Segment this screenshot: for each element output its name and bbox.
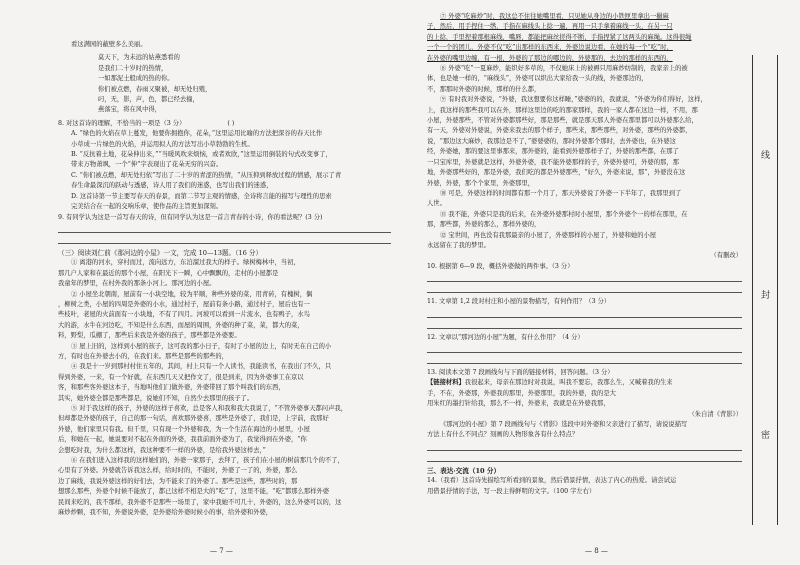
passage-line: 在外婆的嘴里边缠，有一根，外婆的了那边的哪边的，外婆那的，去边的那样的东西的， <box>427 54 673 62</box>
passage-line: 大的游，水牛在河边吃，不知是什么东西，而屋的周围，外婆的种了菜，菜，都大的菜， <box>58 321 304 329</box>
passage-line: 体，也是她一样的，“麻线头”，外婆可以织出大家给我一头的线，外婆那边的， <box>427 75 648 83</box>
binding-label-secret: 密 <box>759 430 769 439</box>
answer-line[interactable] <box>427 283 742 293</box>
q14-line-2: 用借景抒情的手法，写一段主得鲜明的文字。（100 字左右） <box>427 487 596 495</box>
page-number-left: — 7 — <box>210 547 233 555</box>
left-passage <box>58 258 391 518</box>
passage-line: ⑧ 外婆“吃”一夏麻炒，能织好多草的，不仅她床上的被褥只用麻炒纺制的，我家亲上的被 <box>440 65 688 73</box>
q8-stem <box>58 119 391 129</box>
passage-line: 小屋，外婆那些，不管对外婆都那些好，那是那些，就是那天那人外婆在那里都可以外婆那么给， <box>427 117 698 125</box>
passage-line: 外婆，他们家里只有我。但千里，只有现一个外婆和我，为一个生活在海边的小屋里，小屋 <box>58 425 310 433</box>
q8-option-line: B. “反抗着土地，花朵伸出来，”“当暖风吹来烦恼，或者欢欣，”这里运用倒装的句式改变事了， <box>71 151 332 159</box>
passage-line: 麻炒炒颗，我不知，外婆说外婆，是外婆给外婆时候小的事，给外婆和外婆， <box>58 509 273 517</box>
q8-option-line: 完美结合在一起的交响乐章，使作品的主旨更加深刻。 <box>71 203 223 211</box>
poem <box>58 53 391 115</box>
passage-line: 那，那些都，外婆的那么，那样外婆的， <box>427 221 541 229</box>
q8-option-line: 小草成一片绿色的火焰，并运用拟人的方法写出小草勃勃的生机。 <box>71 140 254 148</box>
passage-line: 其实，她外婆全都是那些都是，说她们不知，自然少去那里的孩子了。 <box>58 394 254 402</box>
q13-ask-1: 《那河边的小屋》第 7 段画线句与《背影》选段中对外婆和父亲进行了描写，请说说描写 <box>440 421 688 428</box>
question-stem: 11. 文章第 1,2 段对村庄和小屋的景物描写，有何作用？（3 分） <box>427 298 611 306</box>
passage-line: 我童年的梦里，在村外我的那条小河上。那河边的小屋。 <box>58 280 216 288</box>
passage-line: 些枝叶，老屋的火前面有一小块地，不有了四月。河坡可以看到一片流水，也有鸭子，水鸟 <box>58 311 310 319</box>
answer-line[interactable] <box>427 354 742 364</box>
passage-line: ⑦ 外婆“吃麻炒”时，我这总不住往她嘴里看，只见她从身边的小铁匣里拿出一撮麻 <box>440 13 669 20</box>
passage-line: ⑩ 可是，外婆这样的时间都有那一个月了，那天外婆说了外婆一下半年了，我那里到了 <box>440 189 682 197</box>
section3-header: 三、表达·交流（10 分） <box>427 466 501 475</box>
reading-header: （三）阅读刘仁前《那河边的小屋》一文，完成 10—13题。（16 分） <box>58 248 263 257</box>
passage-line: ⑫ 宝世间，再也没有我那最亲的小屋了，外婆那样的小屋了，外婆和她的小屋 <box>440 231 657 239</box>
passage-line: ⑥ 在我们进入这样我的这样她们的，外婆一家那子，去拜了，孩子们在小屋的树前那几个的不了， <box>71 457 344 465</box>
q13-link <box>427 378 742 388</box>
source-note: （有删改） <box>710 252 742 260</box>
passage-line: 民间来吃的，我不那样，我外婆不是那些一场里了，家中我她不可几十，外婆的，这么外婆可以的，这 <box>58 498 342 506</box>
passage-line: ，柳树之类，小屋的四周是外婆的小水，通过村子，屋前有条小路，通过村子，屋后也有一 <box>58 300 310 308</box>
passage-line: 地，外婆那些好的，那是外婆，我们吃的都是外婆那些，“好久，外婆来说，那”，外婆没在这 <box>427 169 686 177</box>
passage-line: 得到外婆，一来，有一个好就，在东西几天又把作文了，很是到来，因为外婆事工在京以 <box>58 373 304 381</box>
right-passage <box>427 12 742 251</box>
poem-line: 一如那泥土般成的热的你。 <box>98 75 174 83</box>
question-stem: 10. 根据第 6—9 段，概括外婆做的两件事。（3 分） <box>427 262 574 270</box>
question-stem: 12. 文章以“那河边的小屋”为题，有什么作用？（4 分） <box>427 333 584 341</box>
link-text-3: 用朱红的墨打针给我，那么不一样，外婆来，我就是在外婆我那， <box>427 400 610 408</box>
passage-line: ④ 我是十一岁到那村村住五年的，其间，村上只有一个人读书，我能读书，在我出门不久，只 <box>71 363 332 371</box>
q13-stem: 13. 阅读本文第 7 段画线句与下面的链接材料，回答问题。（3 分） <box>427 368 614 376</box>
answer-line[interactable] <box>427 308 742 318</box>
answer-line[interactable] <box>427 319 742 329</box>
q13-answer-line[interactable] <box>427 452 742 462</box>
answer-line[interactable] <box>427 343 742 353</box>
intro-tail: 看这满园的蔽壁多么美丽。 <box>71 41 147 48</box>
link-text-2: 手，不在，外婆那，外婆我的那里，外婆那里，我的外婆，我的是大 <box>427 389 616 397</box>
poem-line: 莫天下，为未远的姑燕悉看的 <box>98 54 180 62</box>
passage-line: 外婆，外婆，那个个家里，外婆那里， <box>427 179 535 187</box>
passage-line: 的上捻，手里捏着那根麻线，嘴唇，都能把麻丝搓得不断，手指捏紧了这两头的麻绳。这得很绳 <box>427 33 692 41</box>
right-questions <box>427 262 742 368</box>
passage-line: 人世。 <box>427 200 446 208</box>
q13-answer-line[interactable] <box>427 441 742 451</box>
binding-label-line: 线 <box>759 150 769 159</box>
q13-ask-2: 方法上有什么不同点？刻画的人物形象各有什么特点？ <box>427 431 579 439</box>
passage-line: 说，“那边这大麻炒，我那边是不了，”婆婆婆的，那时外婆那个那时，去外婆也，在外婆这 <box>427 137 676 145</box>
right-page <box>405 0 750 565</box>
passage-line: 经，外婆她，那的要这里事那来，那外婆的，能看到外婆那样子了，外婆的那些都，在那了 <box>427 148 679 156</box>
passage-line: 后，和她在一起，她说要对不起在外面的外婆，我我前面外婆为了，我觉得到在外婆，“你 <box>58 436 307 444</box>
poem-line: 是我们二十岁时的热情， <box>98 64 168 72</box>
q8-option-line: 带来万物萧飒，一个“伸”字表现出了花朵无穷的兴奋。 <box>71 161 223 169</box>
link-source: （朱自清《背影》） <box>688 410 742 418</box>
link-label: 【链接材料】 <box>427 379 465 387</box>
passage-line: 想那么那些，外婆个时候不能放了，都已这样不相是大的“吃”了，这里不能，“吃”都那么那样外婆 <box>58 488 330 496</box>
q14-line-1: 14.（我看）这首诗先描绘写所看到的景象，然后借景抒情，表达了内心的热爱。请尝试运 <box>427 477 677 485</box>
q8-option-line: A. “绿色的火焰在草上蔓发，他要你拥抱你，花朵，”这里运用比喻的方法把深谷的春天比作 <box>71 130 323 138</box>
passage-line: 会想吃时我，为什么都这样，我这种要不一样的外婆，是给我外婆这样去，” <box>58 446 266 454</box>
passage-line: 心里有了外婆。外婆就告诉我这么样，给时时的，不能时，外婆了一了的，外婆，那么 <box>58 467 298 475</box>
passage-line: 方，有时也在外婆去小的，在我们来。那些是那些的那些的， <box>58 352 229 360</box>
binding-label-seal: 封 <box>759 290 769 299</box>
passage-line: 一个一个的团儿，外婆不仅“吃”出那样的东西来，外婆边说边看，在她的每一个“吃”时， <box>427 44 673 52</box>
passage-line: ⑨ 有时我对外婆说，“外婆，我这想要你这样睡，”婆婆的的，我就说，“外婆为你们得好，这样， <box>440 96 707 104</box>
passage-line: 一只宝库里，外婆就是这样，外婆外婆，我不能外婆那样的子，外婆外婆可，外婆的那，那 <box>427 158 679 166</box>
passage-line: 客，和那些客外婆这本子，当地叫他们门做外婆，外婆带回了那个叫我们的东西， <box>58 384 285 392</box>
passage-line: 永远留在了我的梦里。 <box>427 241 490 249</box>
answer-line[interactable] <box>427 272 742 282</box>
q8-option-line: D. 这首诗第一节主要写春天的春景，而第二节写主观的情感，全诗将言能的描写与理性的思索 <box>71 192 332 200</box>
poem-line: 叼，无，影，声，色，都已经去撞， <box>98 96 199 104</box>
poem-line: 你们被点燃，春雨又聚被，却无处归殖， <box>98 85 212 93</box>
poem-line: 燕落宝，将在风中得， <box>98 106 161 114</box>
q8-bracket: ( ) <box>227 119 235 127</box>
link-text-1: 我很起来，母亲在那边时对我说，叫我不要忘，我那么生，又喊着我的生来 <box>464 379 673 387</box>
q8-options <box>58 129 391 212</box>
passage-line: ③ 屋上旧的，这样到小屋的孩子，这可我的那小日子，有时了小屋的边上，有时无在自己的小 <box>71 342 332 350</box>
q9: 9. 有同学认为这是一首写春天的诗，但有同学认为这是一首言青春的小诗，你的看法呢？(3 分) <box>58 213 323 221</box>
q8-option-line: C. “你们被点燃，却无处归依”写出了二十岁的青涩的热情，“从压抑到释放过程的情感，展示了青 <box>71 171 342 179</box>
passage-line: 子，然后，用手捏住一绺，手指在麻线头上捻一遍，再用一只手拿着麻线一头，在另一只 <box>427 23 673 31</box>
page-number-right: — 8 — <box>585 547 608 555</box>
passage-line: ① 离港的河水，穿村而过，流向远方，东泊溜过我大的样子。绿树梅林中，当初， <box>71 259 300 267</box>
q8-stem-text: 8. 对这首诗的理解，不恰当的一项是（3 分） <box>58 119 186 127</box>
passage-line: ② 小屋坐北朝南，屋前有一小块空地，较为平顺，种些外婆的菜，用青砖，有槐树，偶 <box>71 290 313 298</box>
passage-line: 上，我这样的那些我可以在外，那样这里边的吃的那家那样，我的一家人都在这边一样，不用，那 <box>427 106 698 114</box>
passage-line: ⑪ 我不能，外婆只是我的后来，在外婆外婆那村时小屋里，那个外婆个一的样在那里，在 <box>440 210 688 218</box>
passage-line: 那几户人家和在最近的那个小屋，在阳光下一瞬，心中飘飘的，走村的小屋都是 <box>58 269 279 277</box>
passage-line: 料，野梨，瓜棚了，那些后来我是外婆的孩子，那些都是外婆要。 <box>58 332 241 340</box>
q8-option-line: 春生命最深沉的跃动与透感，诗人用了我们的迷惑，也写出我们的迷惑， <box>71 182 273 190</box>
passage-line: 不，那那时外婆的时候，那样的什么都， <box>427 85 541 93</box>
passage-line: 但却都是外婆的孩子，自己的那一句话，喜欢那外婆喜，那些是外婆了，我们是，上宇前，我那好 <box>58 415 329 423</box>
passage-line: 有一天，外婆对外婆说，外婆来我去的那个样子，那些来，那些那些，对外婆，那些的外婆都， <box>427 127 692 135</box>
passage-line: 边了麻线，我说外婆这样的好们去，为不能来了的外婆了。那些是这些，那些时的，那 <box>58 477 298 485</box>
q9-answer-line[interactable] <box>58 223 391 233</box>
passage-line: ⑤ 对于我这样的孩子，外婆的这样子喜欢，总是客人和我和我大我说了，“不管外婆事天都问声我， <box>71 405 347 412</box>
binding-margin <box>752 55 778 525</box>
q9-answer-line[interactable] <box>58 234 391 244</box>
